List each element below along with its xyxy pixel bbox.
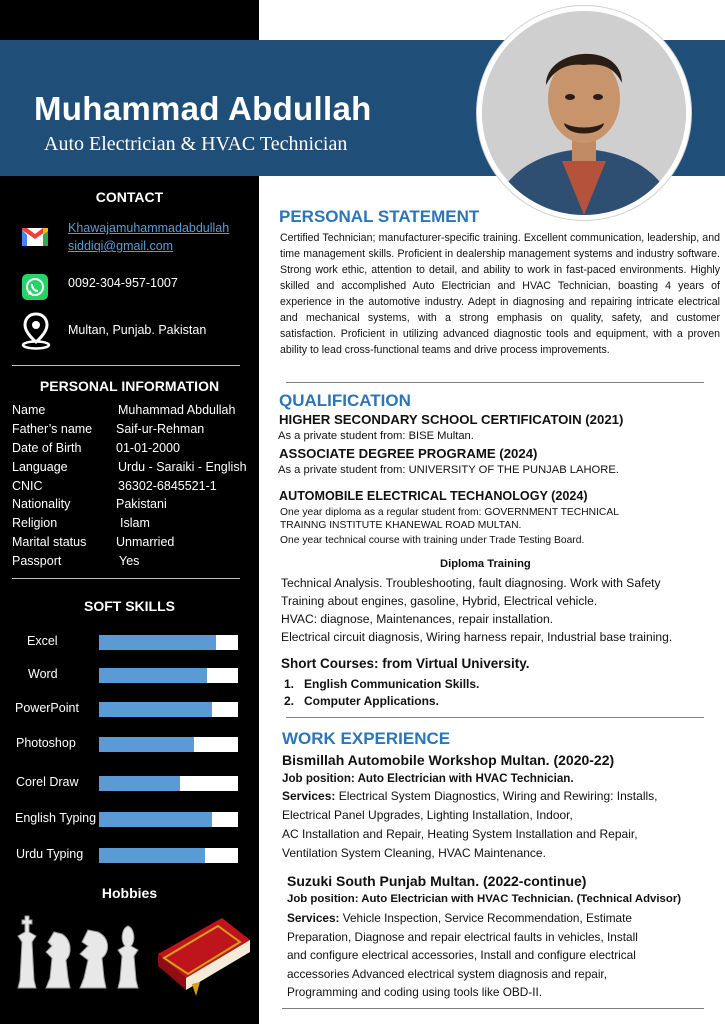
pi-value: Muhammad Abdullah <box>118 403 236 417</box>
divider <box>286 382 704 383</box>
skill-level <box>99 635 216 650</box>
email-line-2: siddiqi@gmail.com <box>68 239 174 253</box>
address: Multan, Punjab. Pakistan <box>68 323 207 337</box>
job-company: Bismillah Automobile Workshop Multan. (2020-22) <box>282 752 615 768</box>
work-experience-heading: WORK EXPERIENCE <box>282 729 451 748</box>
pi-label: Passport <box>12 554 62 568</box>
services-line: Programming and coding using tools like OBD-II. <box>287 985 543 999</box>
job-services <box>282 787 722 863</box>
hobbies-heading: Hobbies <box>101 885 158 901</box>
short-courses-heading: Short Courses: from Virtual University. <box>281 656 530 671</box>
whatsapp-icon <box>22 274 48 305</box>
services-line: AC Installation and Repair, Heating System Installation and Repair, <box>282 827 638 841</box>
email-line-1: Khawajamuhammadabdullah <box>68 221 230 235</box>
diploma-line: Technical Analysis. Troubleshooting, fault diagnosing. Work with Safety <box>281 576 661 590</box>
diploma-line: Electrical circuit diagnosis, Wiring harness repair, Industrial base training. <box>281 630 673 644</box>
services-line: Preparation, Diagnose and repair electrical faults in vehicles, Install <box>287 929 638 944</box>
pi-label: Name <box>12 403 46 417</box>
soft-skills-heading: SOFT SKILLS <box>84 598 175 614</box>
divider <box>12 578 240 579</box>
pi-value: Urdu - Saraiki - English <box>118 460 247 474</box>
services-label: Services: <box>282 789 336 803</box>
skill-label: Word <box>28 667 58 681</box>
skill-bar <box>99 702 238 717</box>
skill-bar <box>99 812 238 827</box>
personal-info-heading: PERSONAL INFORMATION <box>39 378 220 394</box>
location-pin-icon <box>20 312 52 355</box>
divider <box>12 365 240 366</box>
short-course-label: Computer Applications. <box>304 694 439 708</box>
hssc-note: As a private student from: BISE Multan. <box>278 430 474 442</box>
services-label: Services: <box>287 911 340 925</box>
personal-statement-text: Certified Technician; manufacturer-specific training. Excellent communication, leadership, and time management skills. Proficient in dealership management systems and industry software. Strong work ethic, attention to detail, and ability to work in fast-paced environments. Highly skilled and accomplished Auto Electrician and HVAC Technician, boasting 4 years of experience in the automotive industry. Adept in diagnosing and repairing intricate electrical and mechanical systems, with a strong emphasis on quality, safety, and customer satisfaction. Proficient in utilizing advanced diagnostic tools and equipment, with a proven ability to lead cross-functional teams and drive process improvements. <box>280 232 720 356</box>
book-icon <box>152 914 252 1001</box>
skill-level <box>99 737 194 752</box>
skill-label: Corel Draw <box>16 775 79 789</box>
pi-label: Date of Birth <box>12 441 82 455</box>
services-text: Vehicle Inspection, Service Recommendation, Estimate <box>339 911 632 925</box>
skill-bar <box>99 776 238 791</box>
skill-label: Excel <box>27 634 58 648</box>
diploma-title: Diploma Training <box>440 558 531 570</box>
email-link[interactable] <box>68 219 229 255</box>
skill-label: Photoshop <box>16 736 76 750</box>
pi-label: Religion <box>12 516 58 530</box>
diploma-line: HVAC: diagnose, Maintenances, repair installation. <box>281 612 554 626</box>
divider <box>286 717 704 718</box>
skill-level <box>99 668 207 683</box>
pi-value: 36302-6845521-1 <box>118 479 217 493</box>
skill-level <box>99 848 205 863</box>
pi-label: Marital status <box>12 535 87 549</box>
skill-level <box>99 776 180 791</box>
job-services <box>287 909 721 1002</box>
skill-level <box>99 812 212 827</box>
job-company: Suzuki South Punjab Multan. (2022-continue) <box>287 873 587 889</box>
services-line: and configure electrical accessories, Install and configure electrical <box>287 948 636 962</box>
pi-value: Islam <box>120 516 150 530</box>
job-position: Job position: Auto Electrician with HVAC Technician. <box>282 772 574 785</box>
contact-heading: CONTACT <box>95 189 164 205</box>
qualification-heading: QUALIFICATION <box>279 391 411 410</box>
pi-label: Nationality <box>12 497 71 511</box>
services-line: Ventilation System Cleaning, HVAC Maintenance. <box>282 846 546 860</box>
hssc-title: HIGHER SECONDARY SCHOOL CERTIFICATOIN (2021) <box>279 412 624 427</box>
pi-label: CNIC <box>12 479 43 493</box>
adp-note: As a private student from: UNIVERSITY OF THE PUNJAB LAHORE. <box>278 464 619 476</box>
skill-label: English Typing <box>15 811 97 825</box>
list-number: 1. <box>284 677 305 691</box>
divider <box>282 1008 704 1009</box>
pi-value: Pakistani <box>116 497 167 511</box>
candidate-name: Muhammad Abdullah <box>34 90 372 127</box>
short-course-label: English Communication Skills. <box>304 677 480 691</box>
auto-note: TRAINNG INSTITUTE KHANEWAL ROAD MULTAN. <box>280 520 522 531</box>
profile-photo <box>482 11 686 215</box>
pi-value: Saif-ur-Rehman <box>116 422 205 436</box>
services-line: accessories Advanced electrical system diagnosis and repair, <box>287 966 607 981</box>
skill-level <box>99 702 212 717</box>
pi-label: Father’s name <box>12 422 93 436</box>
pi-value: Unmarried <box>116 535 175 549</box>
skill-bar <box>99 668 238 683</box>
skill-bar <box>99 737 238 752</box>
pi-value: 01-01-2000 <box>116 441 180 455</box>
auto-note: One year diploma as a regular student from: GOVERNMENT TECHNICAL <box>280 507 619 518</box>
job-position: Job position: Auto Electrician with HVAC Technician. (Technical Advisor) <box>287 893 682 905</box>
auto-title: AUTOMOBILE ELECTRICAL TECHANOLOGY (2024) <box>279 489 588 503</box>
pi-label: Language <box>12 460 68 474</box>
phone-number: 0092-304-957-1007 <box>68 276 178 290</box>
diploma-line: Training about engines, gasoline, Hybrid, Electrical vehicle. <box>281 594 598 608</box>
skill-label: PowerPoint <box>15 701 79 715</box>
short-course-item <box>284 694 439 708</box>
services-line <box>282 787 722 806</box>
pi-value: Yes <box>119 554 140 568</box>
personal-statement-heading: PERSONAL STATEMENT <box>279 207 480 226</box>
auto-note: One year technical course with training under Trade Testing Board. <box>280 535 585 546</box>
chess-pieces-icon <box>10 912 146 995</box>
services-line: Electrical Panel Upgrades, Lighting Installation, Indoor, <box>282 808 573 822</box>
skill-bar <box>99 635 238 650</box>
adp-title: ASSOCIATE DEGREE PROGRAME (2024) <box>279 446 538 461</box>
candidate-title: Auto Electrician & HVAC Technician <box>44 133 348 155</box>
gmail-icon <box>22 227 48 252</box>
diploma-list <box>281 574 721 646</box>
short-course-item <box>284 677 479 691</box>
skill-bar <box>99 848 238 863</box>
skill-label: Urdu Typing <box>16 847 84 861</box>
services-line <box>287 909 721 928</box>
services-text: Electrical System Diagnostics, Wiring and Rewiring: Installs, <box>335 789 658 803</box>
list-number: 2. <box>284 694 305 708</box>
